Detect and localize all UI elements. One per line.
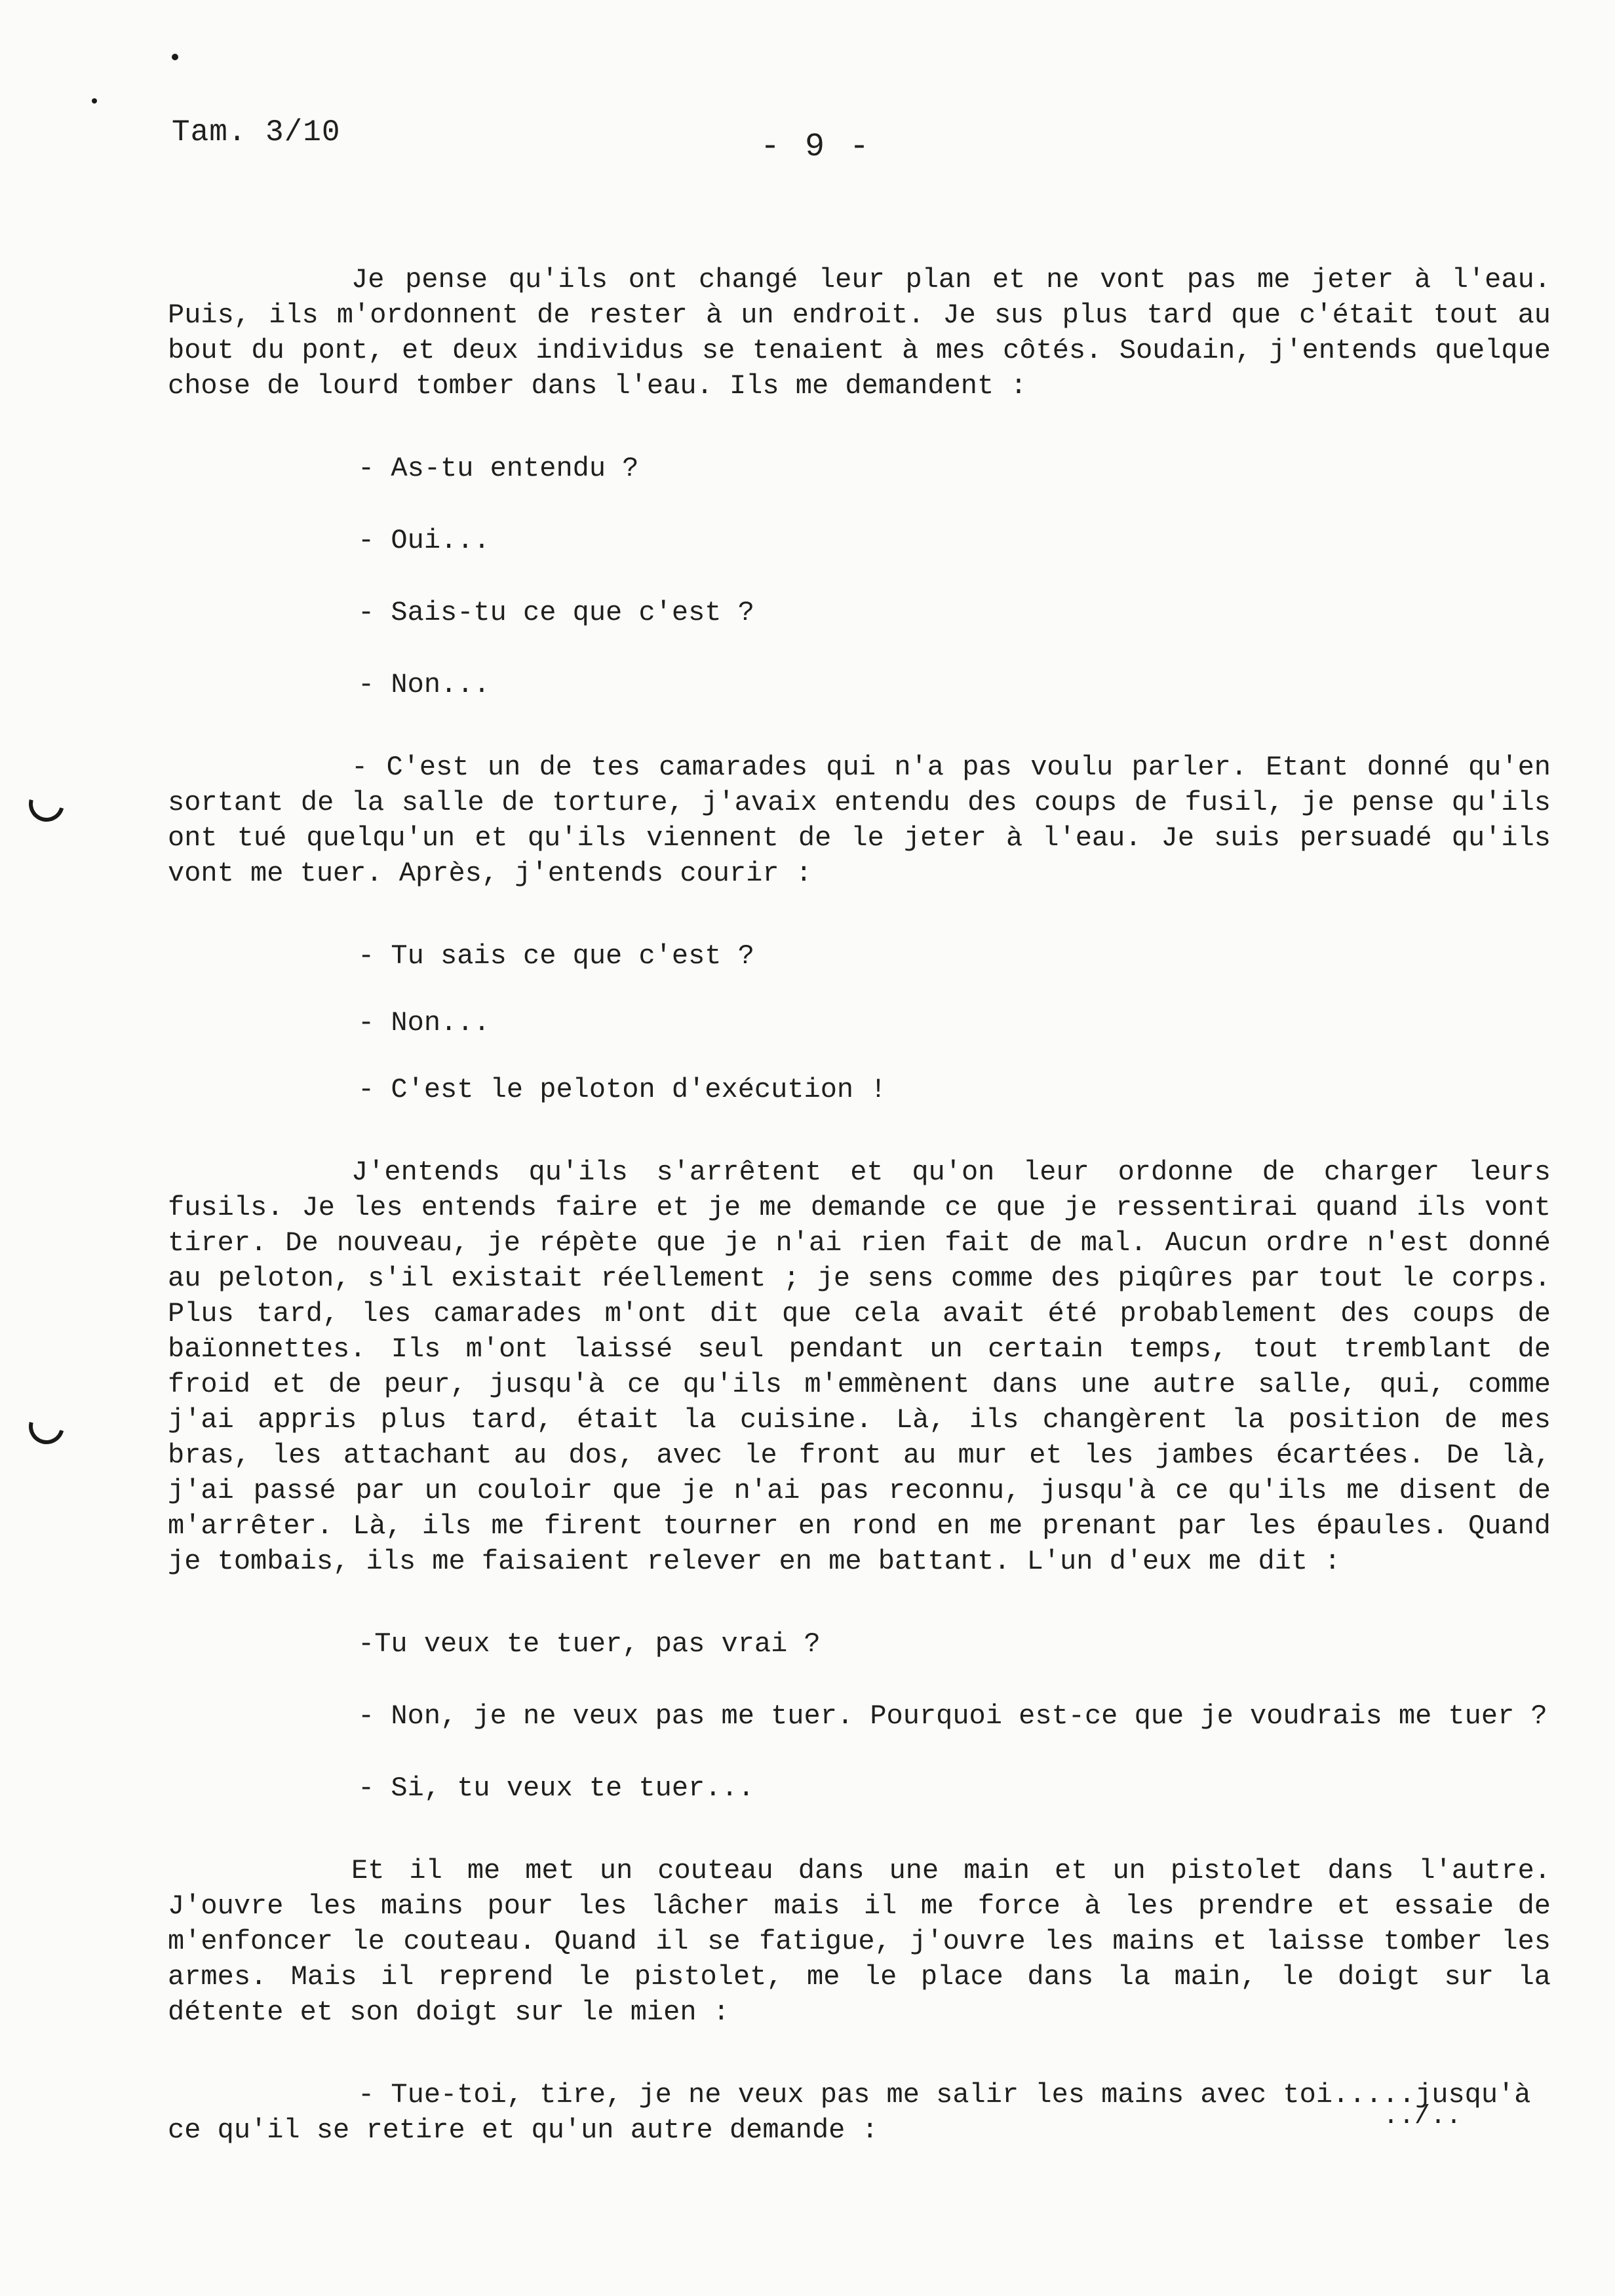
document-body xyxy=(168,262,1551,2187)
paragraph: - Tue-toi, tire, je ne veux pas me salir les mains avec toi.....jusqu'à ce qu'il se retire et qu'un autre demande : xyxy=(168,2079,1531,2146)
dialogue-line: - C'est le peloton d'exécution ! xyxy=(358,1074,887,1105)
dialogue-line: - Non... xyxy=(358,1007,490,1039)
dialogue-line: - Si, tu veux te tuer... xyxy=(358,1772,754,1804)
dialogue-line: - Non... xyxy=(358,669,490,700)
continuation-mark: ../.. xyxy=(1383,2102,1462,2132)
punch-hole-icon xyxy=(22,1402,71,1451)
paragraph: Je pense qu'ils ont changé leur plan et ne vont pas me jeter à l'eau. Puis, ils m'ordonnent de rester à un endroit. Je sus plus tard que c'était tout au bout du pont, et deux individus se tenaient à mes côtés. Soudain, j'entends quelque chose de lourd tomber dans l'eau. Ils me demandent : xyxy=(168,264,1551,402)
dialogue-line: -Tu veux te tuer, pas vrai ? xyxy=(358,1628,821,1660)
paragraph: Et il me met un couteau dans une main et un pistolet dans l'autre. J'ouvre les mains pour les lâcher mais il me force à les prendre et essaie de m'enfoncer le couteau. Quand il se fatigue, j'ouvre les mains et laisse tomber les armes. Mais il reprend le pistolet, me le place dans la main, le doigt sur la détente et son doigt sur le mien : xyxy=(168,1855,1551,2028)
dialogue-line: - As-tu entendu ? xyxy=(358,453,639,484)
ink-speck xyxy=(172,54,178,60)
page-number: - 9 - xyxy=(760,128,872,166)
punch-hole-icon xyxy=(22,780,71,828)
document-reference: Tam. 3/10 xyxy=(172,115,341,149)
dialogue-line: - Sais-tu ce que c'est ? xyxy=(358,597,754,628)
paragraph: J'entends qu'ils s'arrêtent et qu'on leur ordonne de charger leurs fusils. Je les entends faire et je me demande ce que je ressentirai quand ils vont tirer. De nouveau, je répète que je n'ai rien fait de mal. Aucun ordre n'est donné au peloton, s'il existait réellement ; je sens comme des piqûres par tout le corps. Plus tard, les camarades m'ont dit que cela avait été probablement des coups de baïonnettes. Ils m'ont laissé seul pendant un certain temps, tout tremblant de froid et de peur, jusqu'à ce qu'ils m'emmènent dans une autre salle, qui, comme j'ai appris plus tard, était la cuisine. Là, ils changèrent la position de mes bras, les attachant au dos, avec le front au mur et les jambes écartées. De là, j'ai passé par un couloir que je n'ai pas reconnu, jusqu'à ce qu'ils me disent de m'arrêter. Là, ils me firent tourner en rond en me prenant par les épaules. Quand je tombais, ils me faisaient relever en me battant. L'un d'eux me dit : xyxy=(168,1157,1551,1577)
ink-speck xyxy=(92,98,97,104)
dialogue-line: - Tu sais ce que c'est ? xyxy=(358,940,754,972)
paragraph: - C'est un de tes camarades qui n'a pas voulu parler. Etant donné qu'en sortant de la salle de torture, j'avaix entendu des coups de fusil, je pense qu'ils ont tué quelqu'un et qu'ils viennent de le jeter à l'eau. Je suis persuadé qu'ils vont me tuer. Après, j'entends courir : xyxy=(168,752,1551,889)
dialogue-line: - Oui... xyxy=(358,525,490,556)
dialogue-line: - Non, je ne veux pas me tuer. Pourquoi est-ce que je voudrais me tuer ? xyxy=(358,1700,1547,1732)
